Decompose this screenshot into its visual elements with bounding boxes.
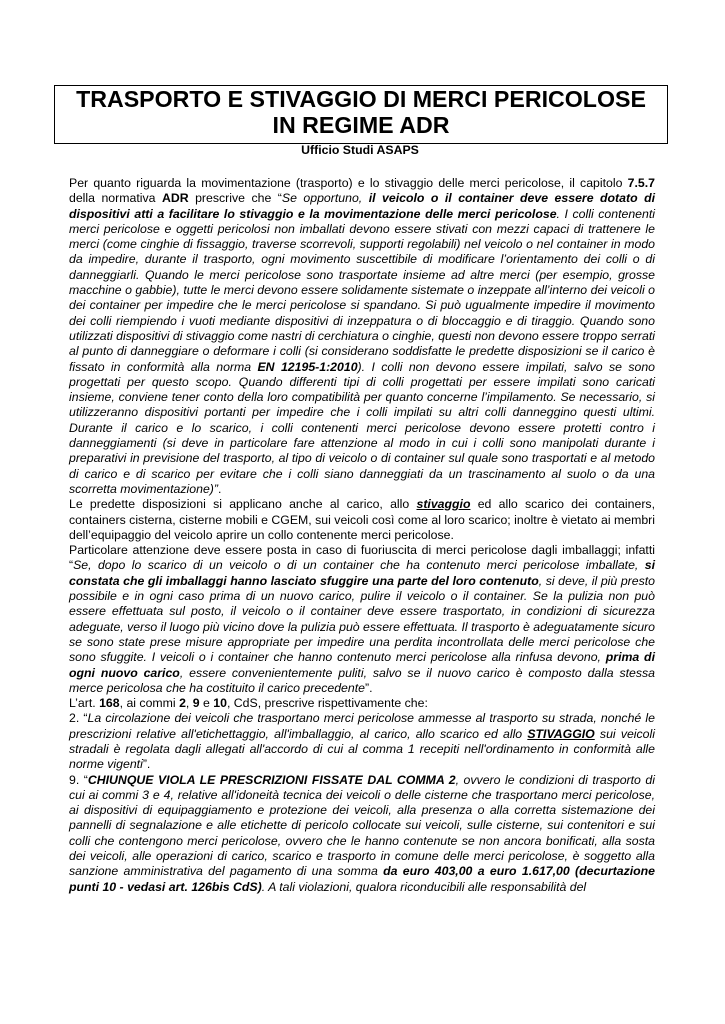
text-run: si constata che gli imballaggi hanno lasciato sfuggire una parte del loro contenuto bbox=[69, 558, 655, 588]
document-title bbox=[55, 86, 667, 138]
text-run: ”. bbox=[142, 757, 151, 772]
document-subtitle: Ufficio Studi ASAPS bbox=[301, 143, 419, 157]
text-run: Le predette disposizioni si applicano anche al carico, allo bbox=[69, 497, 417, 512]
text-format bbox=[257, 360, 357, 374]
text-run: Per quanto riguarda la movimentazione (trasporto) e lo stivaggio delle merci pericolose, il capitolo bbox=[69, 176, 628, 190]
text-run: Se opportuno, bbox=[281, 191, 369, 206]
text-run: ”. bbox=[364, 680, 373, 695]
text-format bbox=[69, 360, 655, 496]
text-format bbox=[213, 696, 227, 710]
document-body bbox=[69, 176, 655, 895]
title-line-1: TRASPORTO E STIVAGGIO DI MERCI PERICOLOSE bbox=[76, 86, 646, 112]
title-box bbox=[54, 85, 668, 144]
text-run: L’art. bbox=[69, 696, 100, 711]
text-run: 2. “ bbox=[69, 711, 88, 726]
text-run: e bbox=[199, 696, 214, 711]
text-format bbox=[69, 207, 655, 374]
text-run: 168 bbox=[99, 696, 120, 711]
text-format bbox=[73, 558, 645, 572]
text-run: . bbox=[217, 481, 222, 496]
text-format bbox=[262, 880, 586, 894]
text-format bbox=[179, 696, 186, 710]
paragraph bbox=[69, 176, 655, 497]
text-format bbox=[88, 773, 456, 787]
text-run: . bbox=[556, 206, 560, 221]
text-format bbox=[416, 497, 470, 511]
text-format bbox=[416, 497, 470, 511]
text-run: Se, dopo lo scarico di un veicolo o di un container che ha contenuto merci pericolose imballate, bbox=[73, 558, 645, 573]
text-run: Particolare attenzione deve essere posta in caso di fuoriuscita di merci pericolose dagli imballaggi; infatti “ bbox=[69, 543, 655, 573]
text-run: , essere convenientemente puliti, salvo se il nuovo carico è composto dalla stessa merce pericolosa che ha costituito il carico precedente bbox=[69, 665, 655, 695]
text-run: La circolazione dei veicoli che trasportano merci pericolose ammesse al trasporto su strada, nonché le prescrizioni relative all'etichettaggio, all'imballaggio, al carico, allo scarico ed allo bbox=[69, 711, 655, 741]
text-run: , CdS, prescrive rispettivamente che: bbox=[226, 696, 428, 711]
text-run: 9 bbox=[192, 696, 200, 711]
text-format bbox=[257, 360, 357, 374]
title-line-2: IN REGIME ADR bbox=[272, 112, 450, 138]
text-run: , si deve, il più presto possibile e in ogni caso prima di un nuovo carico, pulire il veicolo o il container. Se la pulizia non può essere effettuata sul posto, il veicolo o il container deve essere trasportato, in condizioni di sicurezza adeguate, verso il luogo più vicino dove la pulizia può essere effettuata. Il trasporto è adeguatamente sicuro se sono state prese misure appropriate per impedire una perdita incontrollata delle merci pericolose che sono sfuggite. I veicoli o i container che hanno contenuto merci pericolose alla rinfusa devono, bbox=[69, 573, 655, 665]
text-run: della normativa bbox=[69, 191, 162, 206]
paragraph bbox=[69, 696, 655, 711]
text-format bbox=[527, 727, 594, 741]
text-run: . A tali violazioni, qualora riconducibili alle responsabilità del bbox=[261, 879, 587, 894]
text-format bbox=[416, 497, 470, 511]
text-format bbox=[527, 727, 594, 741]
text-run: ADR bbox=[161, 191, 189, 206]
paragraph bbox=[69, 497, 655, 543]
text-run: 2 bbox=[179, 696, 186, 711]
text-format bbox=[162, 191, 189, 205]
text-format bbox=[88, 773, 456, 787]
text-run: sui veicoli stradali è regolata dagli allegati all'accordo di cui al comma 1 recepiti nell'ordinamento in conformità alle norme vigenti bbox=[69, 726, 655, 772]
text-run: 9. “ bbox=[69, 772, 88, 787]
text-format bbox=[99, 696, 120, 710]
text-run: , ovvero le condizioni di trasporto di cui ai commi 3 e 4, relative all'idoneità tecnica dei veicoli o delle cisterne che trasportano merci pericolose, ai dispositivi di equipaggiamento e protezione dei veicoli, alla presenza o alla corretta sistemazione dei pannelli di segnalazione e alle etichette di pericolo collocate sui veicoli, sulle cisterne, sui contenitori e sui colli che contengono merci pericolose, ovvero che le hanno contenute se non ancora bonificati, alla sosta dei veicoli, alle operazioni di carico, scarico e trasporto in comune delle merci pericolose, è soggetto alla sanzione amministrativa del pagamento di una somma bbox=[69, 772, 655, 879]
text-run: , bbox=[185, 696, 193, 711]
text-run: CHIUNQUE VIOLA LE PRESCRIZIONI FISSATE DAL COMMA 2 bbox=[87, 772, 456, 787]
paragraph bbox=[69, 711, 655, 772]
text-run: stivaggio bbox=[416, 497, 471, 512]
text-run: 7.5.7 bbox=[627, 176, 655, 190]
text-run: STIVAGGIO bbox=[527, 726, 595, 741]
text-run: ed allo scarico dei containers, containers cisterna, cisterne mobili e CGEM, sui veicoli così come al loro scarico; inoltre è vietato ai membri dell’equipaggio del veicolo aprire un collo contenente merci pericolose. bbox=[69, 497, 655, 542]
text-run: 10 bbox=[213, 696, 227, 711]
text-run: ). I colli non devono essere impilati, salvo se sono progettati per questo scopo. Quando differenti tipi di colli progettati per essere impilati sono caricati insieme, conviene tener conto della loro compatibilità per quanto concerne l’impilamento. Se necessario, si utilizzeranno dispositivi portanti per impedire che i colli impilati su altri colli danneggino questi ultimi. Durante il carico e lo scarico, i colli contenenti merci pericolose devono essere protetti contro i danneggiamenti (si deve in particolare fare attenzione al modo in cui i colli sono manipolati durante i preparativi in previsione del trasporto, al tipo di veicolo o di container sul quale sono trasportati e al metodo di carico e di scarico per evitare che i colli siano danneggiati da un trascinamento al suolo o da una scorretta movimentazione)” bbox=[69, 359, 655, 496]
text-format bbox=[628, 176, 655, 190]
text-run: EN 12195-1:2010 bbox=[257, 359, 358, 374]
text-format bbox=[193, 696, 200, 710]
text-run: prima di ogni nuovo carico bbox=[69, 650, 655, 680]
text-format bbox=[282, 191, 369, 205]
text-run: , ai commi bbox=[119, 696, 180, 711]
text-run: prescrive che “ bbox=[188, 191, 282, 206]
paragraph bbox=[69, 543, 655, 696]
paragraph bbox=[69, 773, 655, 895]
text-run: da euro 403,00 a euro 1.617,00 (decurtazione punti 10 - vedasi art. 126bis CdS) bbox=[69, 864, 655, 894]
text-run: il veicolo o il container deve essere dotato di dispositivi atti a facilitare lo stivaggio e la movimentazione delle merci pericolose bbox=[69, 191, 655, 221]
text-format bbox=[69, 773, 655, 879]
text-run: I colli contenenti merci pericolose e oggetti pericolosi non imballati devono essere stivati con mezzi capaci di trattenere le merci (come cinghie di fissaggio, traverse scorrevoli, supporti regolabili) nel veicolo o nel container in modo da impedire, durante il trasporto, ogni movimento suscettibile di modificare l’orientamento dei colli o di danneggiarli. Quando le merci pericolose sono trasportate insieme ad altre merci (per esempio, grosse macchine o gabbie), tutte le merci devono essere solidamente sistemate o inzeppate all’interno dei veicoli o dei container per impedire che le merci pericolose si spandano. Si può ugualmente impedire il movimento dei colli riempiendo i vuoti mediante dispositivi di inzeppatura o di bloccaggio e di tiraggio. Quando sono utilizzati dispositivi di stivaggio come nastri di cerchiatura o cinghie, questi non devono essere troppo serrati al punto di danneggiare o deformare i colli (si considerano soddisfatte le predette disposizioni se il carico è fissato in conformità alla norma bbox=[69, 206, 655, 374]
text-format bbox=[527, 727, 594, 741]
